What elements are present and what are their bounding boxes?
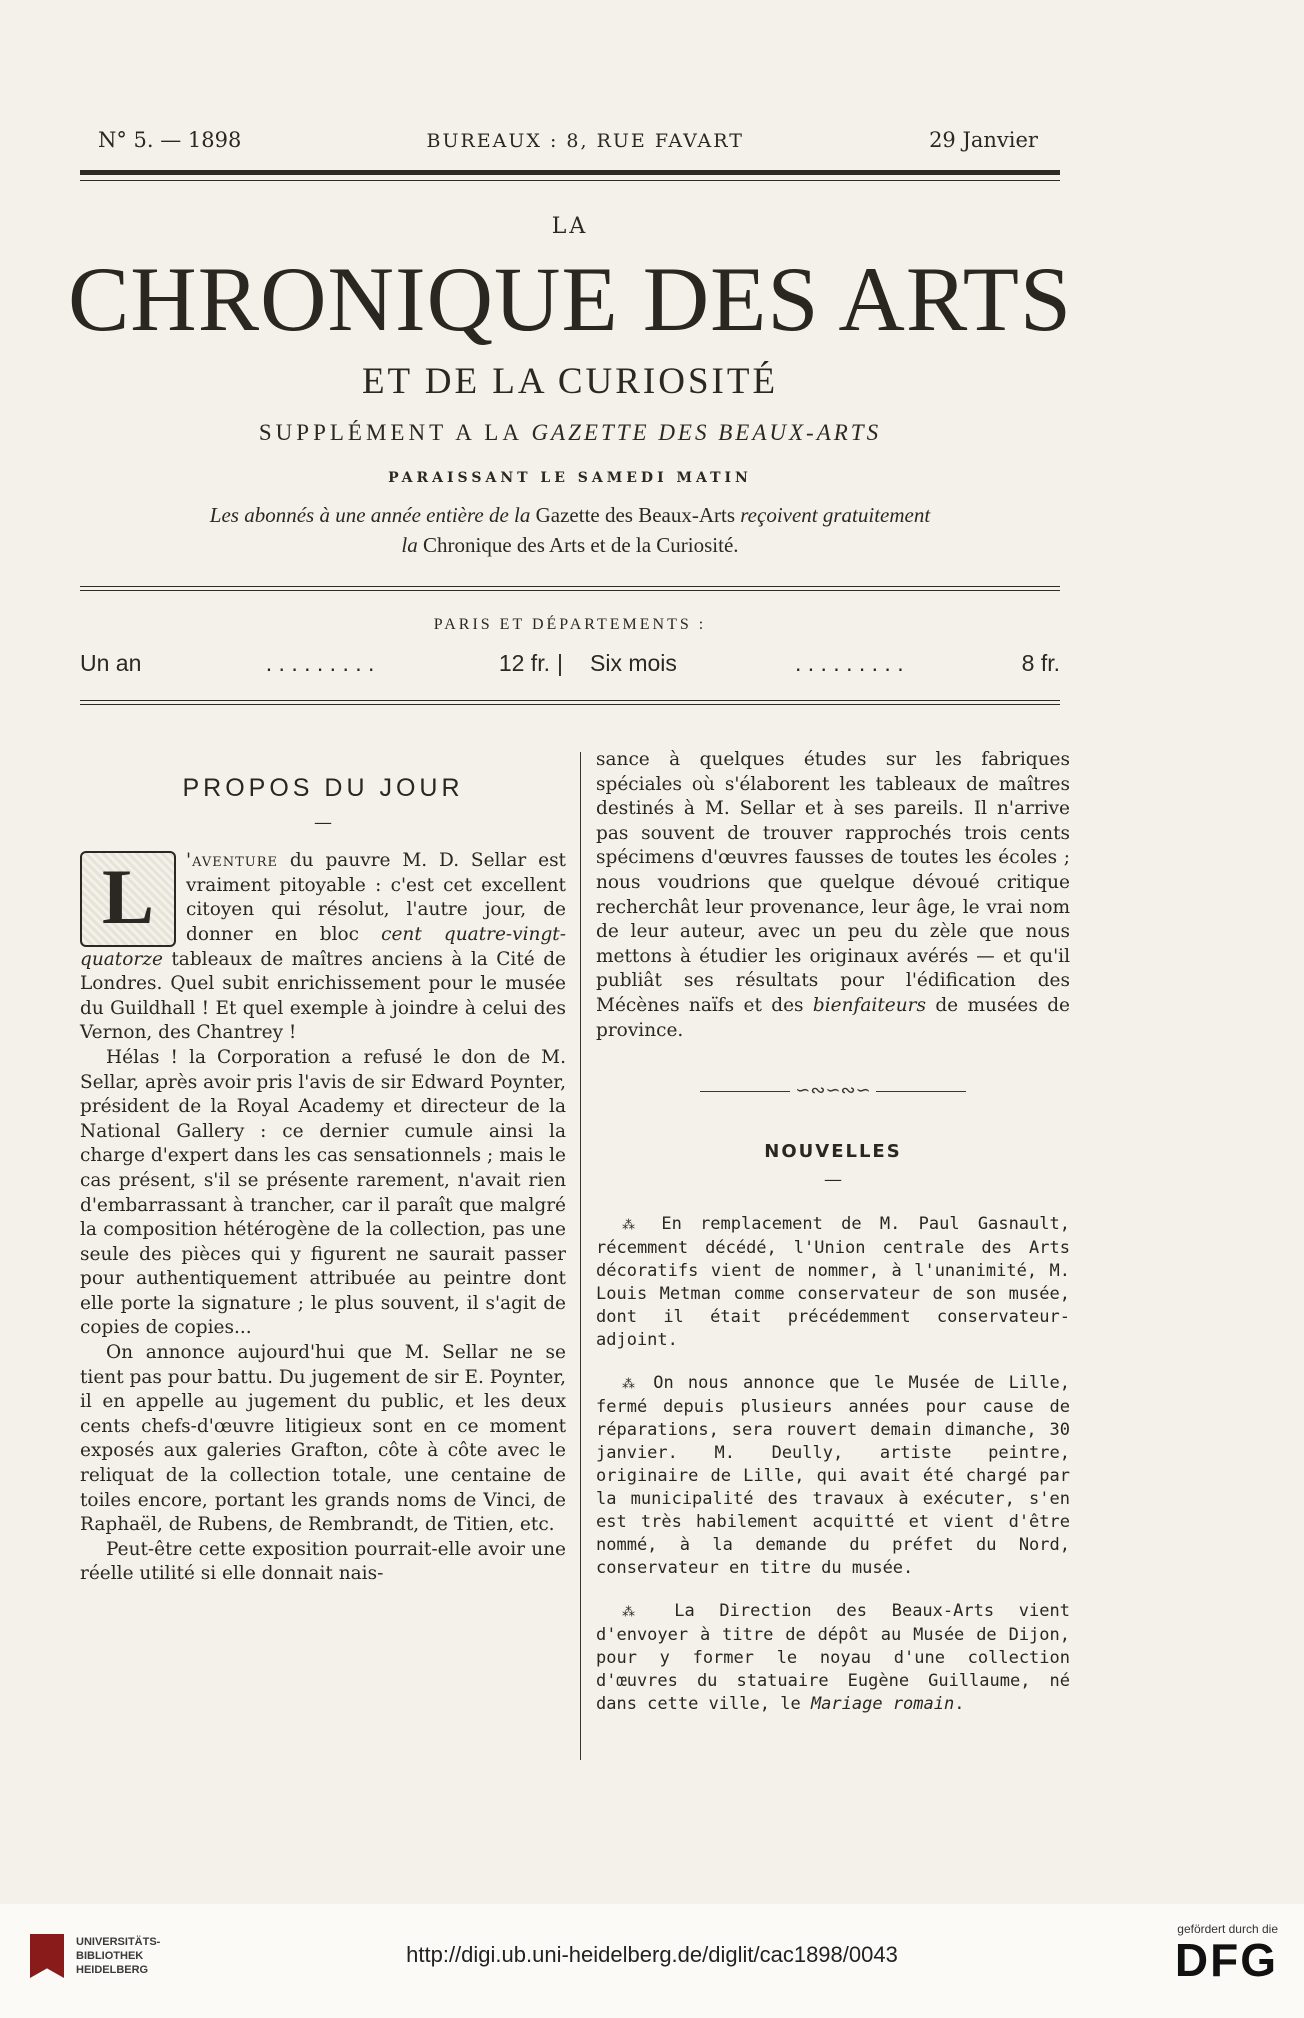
leader-dots: . . . . . . . . . — [794, 650, 904, 676]
text-run: Mariage romain — [810, 1693, 955, 1714]
library-name-line: HEIDELBERG — [76, 1964, 149, 1976]
price-separator: | — [557, 650, 563, 676]
masthead-top-line — [98, 128, 1038, 152]
text-run: tableaux de maîtres anciens à la Cité de Londres. Quel subit enrichissement pour le musée du Guildhall ! Et quel exemple à joindre à celui des Vernon, des Chantrey ! — [80, 948, 566, 1044]
supplement-gazette: GAZETTE DES BEAUX-ARTS — [531, 420, 882, 445]
title-article: LA — [551, 214, 589, 239]
section-ornament: ∽∾∽∾∽ — [596, 1079, 1070, 1104]
column-right — [596, 748, 1070, 1716]
subscription-prices — [80, 650, 1060, 677]
propos-paragraph: On annonce aujourd'hui que M. Sellar ne se tient pas pour battu. Du jugement de sir E. Poynter, il en appelle au jugement du public, et les deux cents chefs-d'œuvre litigieux sont en ce moment exposés aux galeries Grafton, côte à côte avec le reliquat de la collection totale, une centaine de toiles encore, portant les grands noms de Vinci, de Raphaël, de Rubens, de Rembrandt, de Titien, etc. — [80, 1342, 566, 1536]
funded-by-label: gefördert durch die — [1177, 1922, 1278, 1936]
price-value: 12 fr. — [498, 650, 550, 676]
price-half-year — [570, 650, 1060, 677]
bureaux-address: BUREAUX : 8, RUE FAVART — [426, 130, 744, 152]
nouvelles-title: NOUVELLES — [764, 1140, 902, 1162]
propos-title: PROPOS DU JOUR — [182, 774, 464, 802]
dfg-logo[interactable] — [1175, 1922, 1278, 1984]
page-title: CHRONIQUE DES ARTS — [67, 248, 1073, 350]
header-rule-thin — [80, 180, 1060, 181]
text-run: . — [954, 1693, 965, 1714]
note-part: reçoivent gratuitement — [740, 503, 931, 527]
subtitle: ET DE LA CURIOSITÉ — [361, 361, 779, 402]
text-run: de musées de province. — [596, 994, 1070, 1041]
propos-paragraph — [596, 748, 1070, 1043]
dfg-wordmark: DFG — [1174, 1934, 1278, 1986]
title-dash: — — [314, 811, 332, 833]
issue-date: 29 Janvier — [929, 128, 1038, 152]
publication-schedule: PARAISSANT LE SAMEDI MATIN — [388, 470, 752, 486]
note-part: la — [401, 533, 418, 557]
text-run: En remplacement de M. Paul Gasnault, récemment décédé, l'Union centrale des Arts décoratifs vient de nommer, à l'unanimité, M. Louis Metman comme conservateur de son musée, dont il était précédemment conservateur-adjoint. — [596, 1213, 1070, 1350]
separator-rule — [80, 590, 1060, 591]
news-item — [596, 1213, 1070, 1352]
news-item — [596, 1600, 1070, 1716]
asterism-icon: ⁂ — [622, 1217, 644, 1233]
propos-paragraph: Peut-être cette exposition pourrait-elle avoir une réelle utilité si elle donnait nais- — [80, 1538, 566, 1585]
text-run: du pauvre M. D. Sellar est vraiment pitoyable : c'est cet excellent citoyen qui résolut, l'autre jour, de donner en bloc — [186, 850, 566, 945]
price-value: 8 fr. — [1021, 650, 1060, 676]
text-run: sance à quelques études sur les fabriques spéciales où s'élaborent les tableaux de maîtres destinés à M. Sellar et à ses pareils. Il n'arrive pas souvent de trouver rapprochés trois cents spécimens d'œuvres fausses de toutes les écoles ; nous voudrions que quelque dévoué critique recherchât leur provenance, leur âge, le vrai nom de leur auteur, avec un peu du zèle que nous mettons à étudier les originaux avérés — et qu'il publiât ses résultats pour l'édification des Mécènes naïfs et des — [596, 749, 1070, 1016]
supplement-prefix: SUPPLÉMENT A LA — [258, 420, 532, 445]
issue-number: N° 5. — 1898 — [98, 128, 242, 152]
price-label: Un an — [80, 650, 142, 676]
asterism-icon: ⁂ — [622, 1604, 650, 1620]
note-part: Les abonnés à une année entière de la — [209, 503, 531, 527]
price-label: Six mois — [590, 650, 677, 676]
subscription-heading: PARIS ET DÉPARTEMENTS : — [433, 616, 707, 633]
permalink-url[interactable]: http://digi.ub.uni-heidelberg.de/diglit/cac1898/0043 — [406, 1942, 898, 1967]
supplement-line — [60, 420, 1080, 446]
note-part: Chronique des Arts et de la Curiosité. — [417, 533, 739, 557]
library-name-line: UNIVERSITÄTS- — [76, 1936, 161, 1948]
propos-paragraph — [80, 849, 566, 1046]
drop-cap-ornament: L — [80, 851, 176, 947]
text-run: La Direction des Beaux-Arts vient d'envoyer à titre de dépôt au Musée de Dijon, pour y former le noyau d'une collection d'œuvres du statuaire Eugène Guillaume, né dans cette ville, le — [596, 1600, 1070, 1714]
text-run: 'aventure — [186, 850, 278, 872]
price-year — [80, 650, 550, 677]
separator-rule — [80, 704, 1060, 705]
column-divider — [580, 752, 581, 1760]
asterism-icon: ⁂ — [622, 1376, 639, 1392]
text-run: bienfaiteurs — [812, 994, 926, 1016]
subscriber-note — [60, 500, 1080, 560]
column-left — [80, 770, 566, 1587]
viewer-footer — [0, 1904, 1304, 2018]
news-item — [596, 1372, 1070, 1580]
propos-paragraph: Hélas ! la Corporation a refusé le don de M. Sellar, après avoir pris l'avis de sir Edward Poynter, président de la Royal Academy et directeur de la National Gallery : ce dernier cumule ainsi la charge d'expert dans les cas sensationnels ; mais le cas présent, s'il se présente rarement, n'avait rien d'embarrassant à trancher, car il paraît que malgré la composition hétérogène de la collection, pas une seule des pièces qui y figurent ne saurait passer pour authentiquement attribuée au peintre dont elle porte la signature ; le plus souvent, il s'agit de copies de copies... — [80, 1046, 566, 1339]
note-part: Gazette des Beaux-Arts — [530, 503, 741, 527]
title-dash: — — [824, 1169, 842, 1191]
separator-rule — [80, 700, 1060, 701]
text-run: On nous annonce que le Musée de Lille, fermé depuis plusieurs années pour cause de réparations, sera rouvert demain dimanche, 30 janvier. M. Deully, artiste peintre, originaire de Lille, qui avait été chargé par la municipalité des travaux à exécuter, s'en est très habilement acquitté et vient d'être nommé, à la demande du préfet du Nord, conservateur en titre du musée. — [596, 1372, 1070, 1578]
separator-rule — [80, 586, 1060, 587]
header-rule — [80, 170, 1060, 175]
library-name-line: BIBLIOTHEK — [76, 1950, 144, 1962]
text-run: cent quatre-vingt-quatorze — [80, 923, 566, 970]
leader-dots: . . . . . . . . . — [265, 650, 375, 676]
